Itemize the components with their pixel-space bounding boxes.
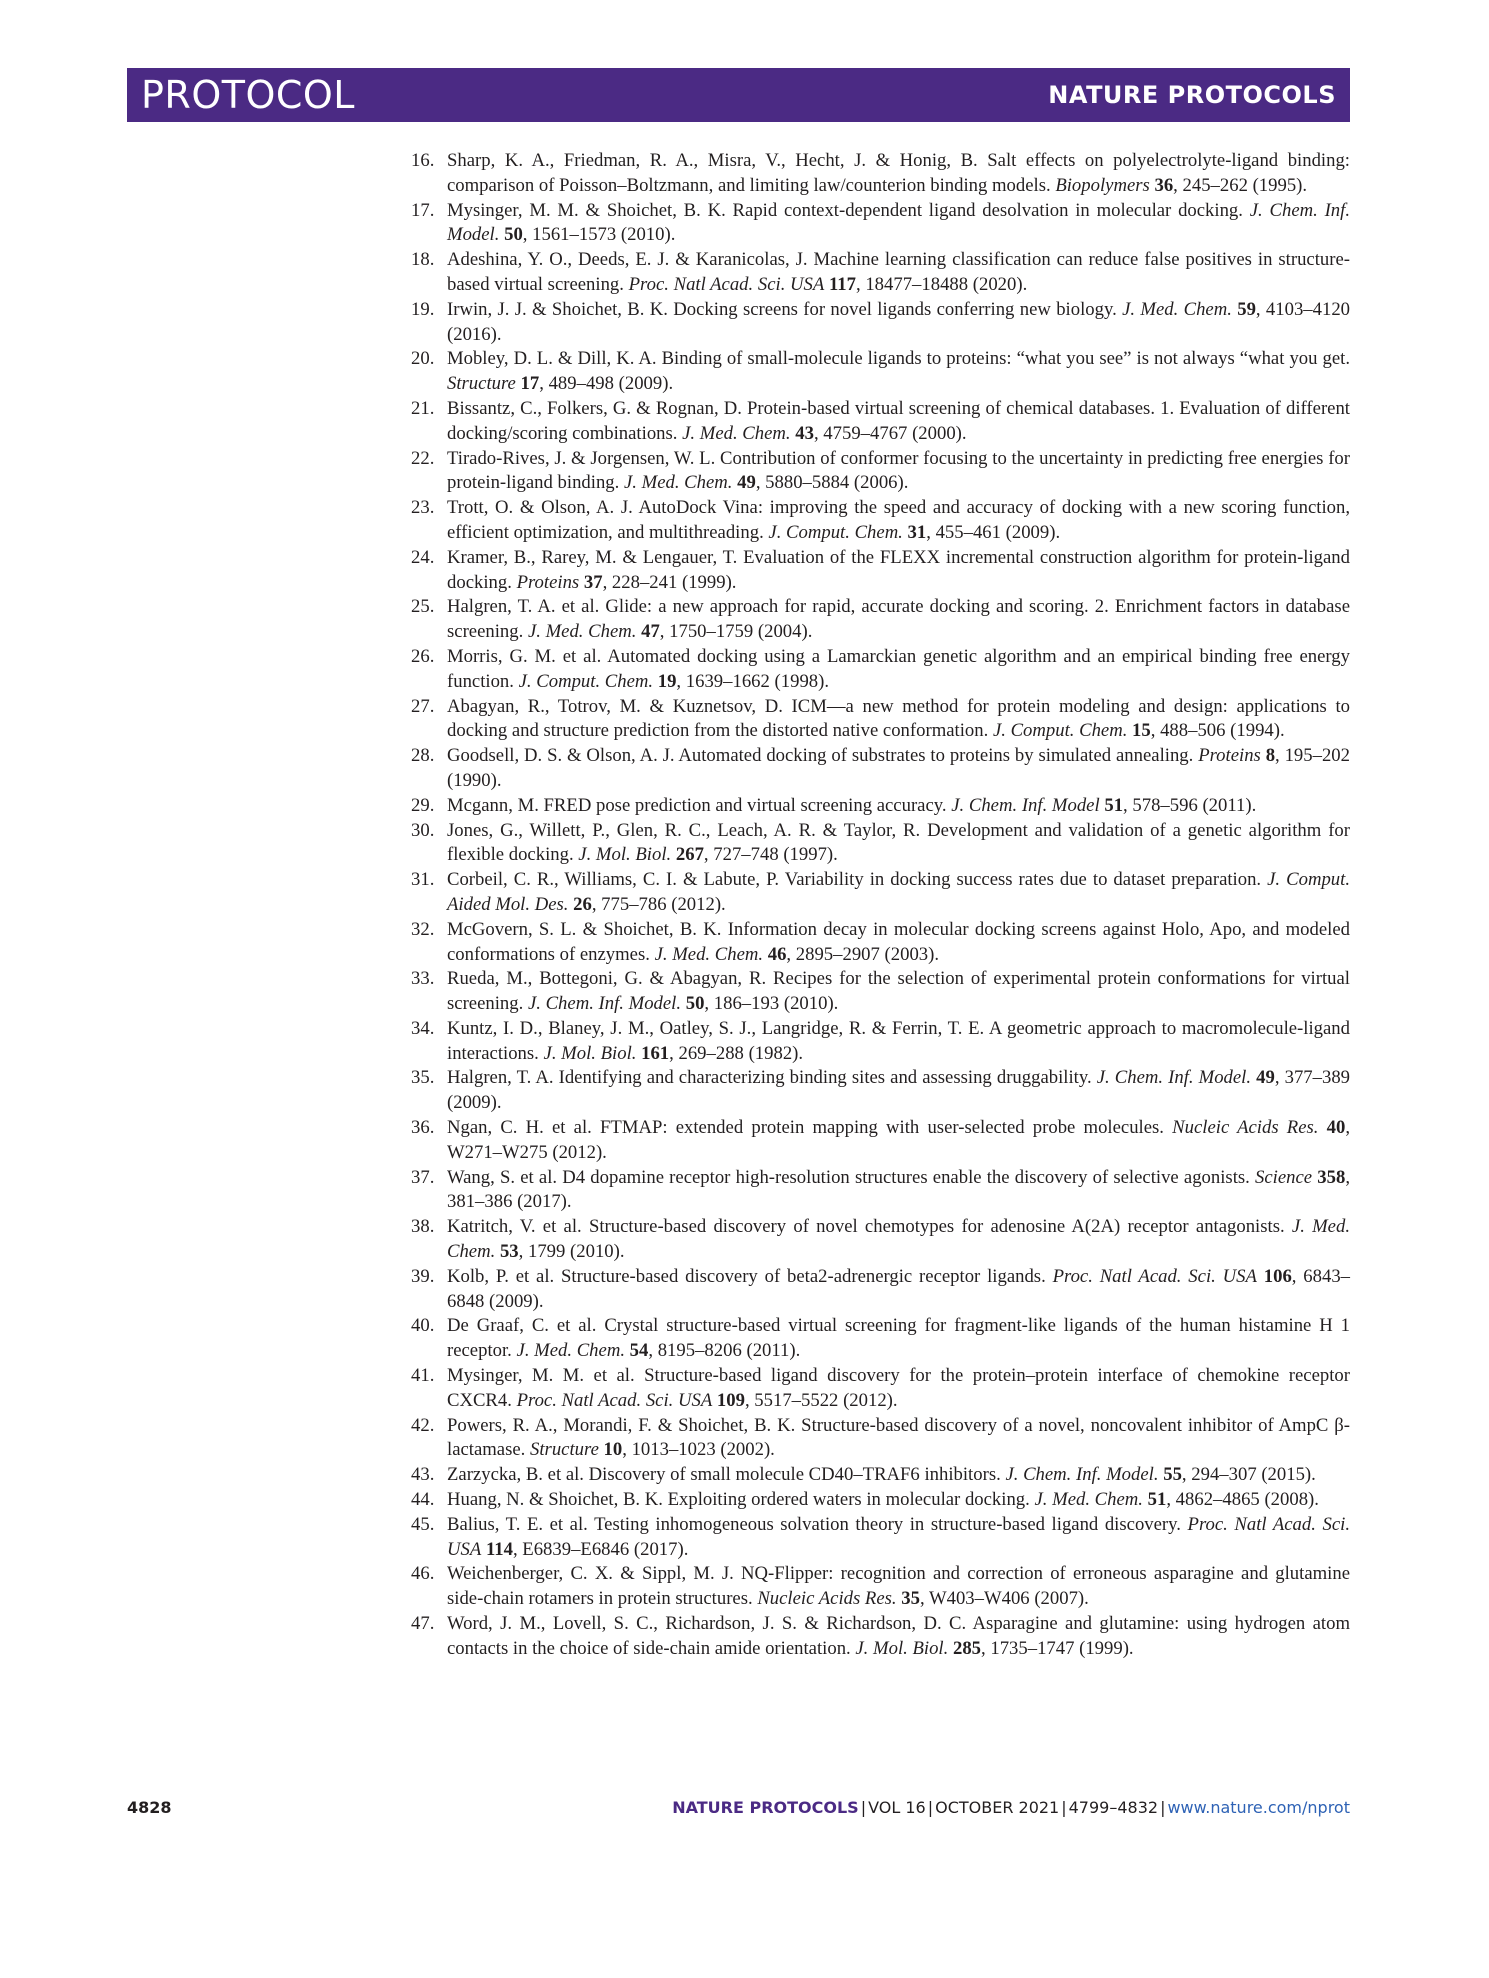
reference-item <box>411 199 1350 249</box>
reference-number: 41. <box>411 1365 435 1387</box>
reference-item <box>411 1488 1350 1513</box>
reference-segment: Powers, R. A., Morandi, F. & Shoichet, B. K. Structure-based discovery of a novel, noncovalent inhibitor of AmpC β-lactamase. <box>447 1414 1350 1461</box>
reference-item <box>411 248 1350 298</box>
reference-text <box>447 919 1350 965</box>
reference-item <box>411 595 1350 645</box>
reference-number: 27. <box>411 695 435 717</box>
reference-number: 38. <box>411 1216 435 1238</box>
reference-number: 18. <box>411 249 435 271</box>
reference-journal: J. Med. Chem. <box>1122 298 1232 320</box>
reference-journal: Proc. Natl Acad. Sci. USA <box>447 1513 1350 1560</box>
reference-journal: Proc. Natl Acad. Sci. USA <box>628 273 825 295</box>
reference-item <box>411 1265 1350 1315</box>
reference-number: 29. <box>411 794 435 816</box>
reference-text <box>447 1315 1350 1361</box>
reference-journal: J. Comput. Chem. <box>992 720 1128 742</box>
reference-segment: Mcgann, M. FRED pose prediction and virtual screening accuracy. <box>447 794 952 816</box>
reference-journal: J. Chem. Inf. Model. <box>447 199 1350 246</box>
reference-journal: J. Mol. Biol. <box>855 1637 949 1659</box>
reference-number: 47. <box>411 1613 435 1635</box>
reference-segment: , 245–262 (1995). <box>1173 174 1308 196</box>
reference-text <box>447 646 1350 692</box>
reference-text <box>447 795 1256 816</box>
reference-number: 31. <box>411 869 435 891</box>
reference-item <box>411 794 1350 819</box>
reference-number: 42. <box>411 1414 435 1436</box>
header-bar <box>127 68 1350 122</box>
reference-segment: , 4103–4120 (2016). <box>447 298 1351 345</box>
reference-journal: J. Comput. Chem. <box>768 521 903 543</box>
reference-journal: J. Chem. Inf. Model. <box>527 993 682 1015</box>
reference-segment: Huang, N. & Shoichet, B. K. Exploiting ordered waters in molecular docking. <box>447 1489 1035 1511</box>
reference-item <box>411 1166 1350 1216</box>
reference-item <box>411 1066 1350 1116</box>
reference-volume: 26 <box>573 893 592 915</box>
reference-number: 21. <box>411 397 435 419</box>
reference-segment: , E6839–E6846 (2017). <box>512 1538 689 1560</box>
reference-segment: , 228–241 (1999). <box>602 571 737 593</box>
footer-volume: VOL 16 <box>868 1798 926 1817</box>
reference-segment: Trott, O. & Olson, A. J. AutoDock Vina: improving the speed and accuracy of docking with a new scoring function, efficient optimization, and multithreading. <box>447 497 1350 543</box>
reference-journal: J. Med. Chem. <box>516 1340 625 1362</box>
reference-item <box>411 1017 1350 1067</box>
reference-segment: , 186–193 (2010). <box>704 993 839 1015</box>
reference-segment: , 4759–4767 (2000). <box>813 422 967 444</box>
reference-text <box>447 200 1350 246</box>
reference-journal: Proc. Natl Acad. Sci. USA <box>516 1389 713 1411</box>
reference-text <box>447 696 1350 742</box>
footer-url-link[interactable]: www.nature.com/nprot <box>1167 1798 1350 1817</box>
reference-segment: Kuntz, I. D., Blaney, J. M., Oatley, S. J., Langridge, R. & Ferrin, T. E. A geometric approach to macromolecule-ligand interactions. <box>447 1017 1350 1064</box>
reference-text <box>447 1018 1350 1064</box>
reference-segment: Adeshina, Y. O., Deeds, E. J. & Karanicolas, J. Machine learning classification can reduce false positives in structure-based virtual screening. <box>447 249 1350 295</box>
reference-text <box>447 249 1350 295</box>
reference-item <box>411 1414 1350 1464</box>
reference-segment: Balius, T. E. et al. Testing inhomogeneous solvation theory in structure-based ligand discovery. <box>447 1513 1188 1535</box>
reference-text <box>447 596 1350 642</box>
reference-number: 22. <box>411 447 435 469</box>
reference-item <box>411 546 1350 596</box>
reference-text <box>447 1489 1319 1510</box>
reference-text <box>447 745 1350 791</box>
reference-number: 20. <box>411 348 435 370</box>
reference-segment: Tirado-Rives, J. & Jorgensen, W. L. Contribution of conformer focusing to the uncertainty in predicting free energies for protein-ligand binding. <box>447 447 1350 494</box>
reference-text <box>447 150 1350 196</box>
journal-name: NATURE PROTOCOLS <box>1048 81 1336 109</box>
reference-journal: J. Comput. Aided Mol. Des. <box>447 869 1350 915</box>
reference-segment: Sharp, K. A., Friedman, R. A., Misra, V., Hecht, J. & Honig, B. Salt effects on polyelectrolyte-ligand binding: comparison of Poisson–Boltzmann, and limiting law/counterion binding models. <box>447 150 1350 196</box>
reference-text <box>447 1216 1350 1262</box>
reference-text <box>447 1117 1350 1163</box>
reference-item <box>411 645 1350 695</box>
reference-volume: 49 <box>1256 1067 1275 1089</box>
reference-number: 30. <box>411 819 435 841</box>
reference-journal: Biopolymers <box>1055 174 1150 196</box>
section-label: PROTOCOL <box>141 73 355 117</box>
reference-volume: 114 <box>485 1538 513 1560</box>
reference-segment: , 455–461 (2009). <box>926 521 1061 543</box>
reference-volume: 59 <box>1237 298 1256 320</box>
reference-journal: J. Mol. Biol. <box>578 844 672 866</box>
reference-item <box>411 1215 1350 1265</box>
reference-volume: 55 <box>1163 1464 1182 1486</box>
reference-volume: 36 <box>1154 174 1174 196</box>
reference-item <box>411 298 1350 348</box>
reference-volume: 54 <box>629 1340 649 1362</box>
reference-segment: McGovern, S. L. & Shoichet, B. K. Information decay in molecular docking screens against Holo, Apo, and modeled conformations of enzymes. <box>447 918 1350 965</box>
reference-journal: J. Comput. Chem. <box>518 670 654 692</box>
reference-volume: 17 <box>520 373 540 395</box>
reference-segment <box>1257 1266 1264 1287</box>
reference-volume: 31 <box>907 521 927 543</box>
reference-journal: J. Mol. Biol. <box>543 1042 637 1064</box>
reference-item <box>411 1314 1350 1364</box>
reference-segment: , 269–288 (1982). <box>669 1042 804 1064</box>
reference-journal: J. Med. Chem. <box>654 943 764 965</box>
reference-volume: 19 <box>657 670 677 692</box>
reference-item <box>411 1364 1350 1414</box>
reference-volume: 46 <box>767 943 787 965</box>
reference-segment: Halgren, T. A. Identifying and characterizing binding sites and assessing druggability. <box>447 1067 1097 1089</box>
reference-segment: , 6843–6848 (2009). <box>447 1265 1351 1312</box>
reference-item <box>411 149 1350 199</box>
footer-citation <box>672 1798 1350 1817</box>
reference-volume: 50 <box>685 993 705 1015</box>
reference-volume: 47 <box>641 621 660 643</box>
reference-text <box>447 1563 1350 1609</box>
reference-segment: , 381–386 (2017). <box>447 1166 1350 1213</box>
reference-volume: 37 <box>583 571 603 593</box>
reference-segment: Bissantz, C., Folkers, G. & Rognan, D. Protein-based virtual screening of chemical databases. 1. Evaluation of different docking/scoring combinations. <box>447 397 1350 444</box>
reference-journal: Nucleic Acids Res. <box>1172 1117 1319 1139</box>
reference-volume: 43 <box>795 422 814 444</box>
reference-item <box>411 967 1350 1017</box>
reference-segment: Abagyan, R., Totrov, M. & Kuznetsov, D. ICM—a new method for protein modeling and design: applications to docking and structure prediction from the distorted native conformation. <box>447 695 1350 742</box>
reference-text <box>447 299 1350 345</box>
reference-segment: , 18477–18488 (2020). <box>855 273 1028 295</box>
reference-journal: J. Med. Chem. <box>623 472 733 494</box>
reference-segment: Halgren, T. A. et al. Glide: a new approach for rapid, accurate docking and scoring. 2. Enrichment factors in database screening. <box>447 596 1350 643</box>
reference-segment: , 2895–2907 (2003). <box>786 943 940 965</box>
reference-journal: J. Chem. Inf. Model. <box>1005 1464 1159 1486</box>
reference-segment: Ngan, C. H. et al. FTMAP: extended protein mapping with user-selected probe molecules. <box>447 1117 1173 1139</box>
reference-volume: 51 <box>1147 1489 1167 1511</box>
reference-volume: 117 <box>828 273 856 295</box>
reference-segment: Word, J. M., Lovell, S. C., Richardson, J. S. & Richardson, D. C. Asparagine and glutamine: using hydrogen atom contacts in the choice of side-chain amide orientation. <box>447 1613 1350 1659</box>
footer-pages: 4799–4832 <box>1068 1798 1159 1817</box>
page-number: 4828 <box>127 1798 172 1817</box>
reference-number: 35. <box>411 1067 435 1089</box>
reference-volume: 50 <box>504 224 523 246</box>
reference-volume: 40 <box>1326 1117 1346 1139</box>
reference-item <box>411 695 1350 745</box>
reference-segment: Morris, G. M. et al. Automated docking using a Lamarckian genetic algorithm and an empirical binding free energy function. <box>447 645 1350 692</box>
reference-volume: 53 <box>499 1241 519 1263</box>
footer-date: OCTOBER 2021 <box>935 1798 1060 1817</box>
reference-journal: Proteins <box>1198 745 1261 767</box>
reference-number: 36. <box>411 1117 435 1139</box>
reference-number: 23. <box>411 497 435 519</box>
reference-segment: Jones, G., Willett, P., Glen, R. C., Leach, A. R. & Taylor, R. Development and validation of a genetic algorithm for flexible docking. <box>447 819 1350 866</box>
reference-segment: Zarzycka, B. et al. Discovery of small molecule CD40–TRAF6 inhibitors. <box>447 1464 1006 1486</box>
reference-segment: Goodsell, D. S. & Olson, A. J. Automated docking of substrates to proteins by simulated annealing. <box>447 745 1199 767</box>
reference-segment: , 5517–5522 (2012). <box>744 1389 898 1411</box>
reference-segment: Corbeil, C. R., Williams, C. I. & Labute, P. Variability in docking success rates due to dataset preparation. <box>447 869 1268 891</box>
reference-volume: 285 <box>952 1637 981 1659</box>
separator: | <box>1061 1798 1067 1817</box>
reference-segment: Kramer, B., Rarey, M. & Lengauer, T. Evaluation of the FLEXX incremental construction algorithm for protein-ligand docking. <box>447 546 1350 593</box>
reference-number: 45. <box>411 1513 435 1535</box>
reference-item <box>411 447 1350 497</box>
reference-journal: J. Chem. Inf. Model. <box>1096 1067 1252 1089</box>
reference-item <box>411 1463 1350 1488</box>
reference-segment: , 727–748 (1997). <box>703 844 838 866</box>
reference-number: 39. <box>411 1265 435 1287</box>
reference-text <box>447 1613 1350 1659</box>
separator: | <box>927 1798 934 1817</box>
reference-segment: , 578–596 (2011). <box>1123 794 1257 816</box>
reference-item <box>411 397 1350 447</box>
reference-text <box>447 497 1350 543</box>
reference-text <box>447 1266 1350 1312</box>
reference-segment: Rueda, M., Bottegoni, G. & Abagyan, R. Recipes for the selection of experimental protein conformations for virtual screening. <box>447 968 1350 1015</box>
reference-segment: Weichenberger, C. X. & Sippl, M. J. NQ-Flipper: recognition and correction of erroneous asparagine and glutamine side-chain rotamers in protein structures. <box>447 1563 1350 1610</box>
reference-text <box>447 1067 1350 1113</box>
reference-segment: De Graaf, C. et al. Crystal structure-based virtual screening for fragment-like ligands of the human histamine H 1 receptor. <box>447 1315 1350 1362</box>
reference-volume: 8 <box>1265 745 1276 767</box>
reference-item <box>411 1513 1350 1563</box>
reference-volume: 10 <box>603 1439 623 1461</box>
reference-number: 33. <box>411 968 435 990</box>
reference-segment <box>1318 1117 1326 1138</box>
reference-number: 43. <box>411 1464 435 1486</box>
reference-journal: Proteins <box>516 571 580 593</box>
reference-segment: Katritch, V. et al. Structure-based discovery of novel chemotypes for adenosine A(2A) receptor antagonists. <box>447 1216 1292 1238</box>
reference-list <box>411 149 1350 1662</box>
reference-segment: , 489–498 (2009). <box>539 373 674 395</box>
reference-number: 46. <box>411 1563 435 1585</box>
reference-segment: , 195–202 (1990). <box>447 745 1350 791</box>
reference-segment: , 294–307 (2015). <box>1181 1464 1316 1486</box>
reference-volume: 15 <box>1132 720 1151 742</box>
reference-item <box>411 347 1350 397</box>
reference-number: 16. <box>411 150 435 171</box>
reference-segment: , 775–786 (2012). <box>591 893 726 915</box>
reference-journal: Structure <box>447 373 516 395</box>
reference-segment: , 488–506 (1994). <box>1150 720 1285 742</box>
reference-volume: 106 <box>1263 1265 1292 1287</box>
reference-segment: , 1013–1023 (2002). <box>622 1439 775 1461</box>
reference-number: 37. <box>411 1166 435 1188</box>
reference-segment: Mysinger, M. M. et al. Structure-based ligand discovery for the protein–protein interface of chemokine receptor CXCR4. <box>447 1365 1350 1411</box>
reference-text <box>447 348 1350 394</box>
reference-number: 32. <box>411 918 435 940</box>
reference-item <box>411 1612 1350 1662</box>
footer-journal: NATURE PROTOCOLS <box>672 1798 859 1817</box>
reference-segment: Mobley, D. L. & Dill, K. A. Binding of small-molecule ligands to proteins: “what you see” is not always “what you get. <box>447 348 1350 370</box>
reference-number: 24. <box>411 546 435 568</box>
reference-volume: 35 <box>901 1588 920 1610</box>
reference-text <box>447 1514 1350 1560</box>
reference-segment: , W403–W406 (2007). <box>919 1588 1089 1610</box>
reference-item <box>411 819 1350 869</box>
reference-segment: , 1799 (2010). <box>518 1241 625 1263</box>
reference-text <box>447 547 1350 593</box>
reference-segment: , 1750–1759 (2004). <box>659 621 813 643</box>
reference-text <box>447 968 1350 1014</box>
reference-number: 34. <box>411 1017 435 1039</box>
reference-segment: Kolb, P. et al. Structure-based discovery of beta2-adrenergic receptor ligands. <box>447 1265 1053 1287</box>
reference-item <box>411 744 1350 794</box>
reference-item <box>411 1562 1350 1612</box>
reference-text <box>447 1415 1350 1461</box>
reference-journal: J. Med. Chem. <box>1034 1489 1143 1511</box>
reference-journal: Proc. Natl Acad. Sci. USA <box>1052 1265 1257 1287</box>
reference-volume: 161 <box>641 1042 670 1064</box>
reference-segment: Irwin, J. J. & Shoichet, B. K. Docking screens for novel ligands conferring new biology. <box>447 298 1123 320</box>
reference-text <box>447 820 1350 866</box>
reference-number: 25. <box>411 596 435 618</box>
reference-segment: Wang, S. et al. D4 dopamine receptor high-resolution structures enable the discovery of selective agonists. <box>447 1166 1256 1188</box>
reference-segment: , 1735–1747 (1999). <box>981 1637 1134 1659</box>
reference-text <box>447 1167 1350 1213</box>
reference-segment: , 5880–5884 (2006). <box>755 472 909 494</box>
reference-item <box>411 868 1350 918</box>
reference-segment: , 1639–1662 (1998). <box>676 670 830 692</box>
reference-journal: J. Med. Chem. <box>682 422 791 444</box>
reference-text <box>447 448 1350 494</box>
reference-number: 17. <box>411 199 435 221</box>
reference-number: 28. <box>411 745 435 767</box>
reference-journal: J. Chem. Inf. Model <box>951 794 1100 816</box>
reference-journal: Structure <box>530 1439 599 1461</box>
reference-segment: Mysinger, M. M. & Shoichet, B. K. Rapid context-dependent ligand desolvation in molecular docking. <box>447 199 1250 221</box>
reference-text <box>447 869 1350 915</box>
reference-text <box>447 1464 1316 1485</box>
reference-segment: , 1561–1573 (2010). <box>522 224 676 246</box>
reference-item <box>411 496 1350 546</box>
reference-segment: , 8195–8206 (2011). <box>648 1340 801 1362</box>
reference-volume: 49 <box>737 472 756 494</box>
reference-item <box>411 918 1350 968</box>
reference-volume: 109 <box>716 1389 745 1411</box>
reference-item <box>411 1116 1350 1166</box>
reference-text <box>447 398 1350 444</box>
reference-journal: Science <box>1255 1166 1313 1188</box>
reference-journal: Nucleic Acids Res. <box>757 1588 897 1610</box>
reference-number: 44. <box>411 1489 435 1511</box>
reference-journal: J. Med. Chem. <box>447 1216 1350 1263</box>
reference-number: 19. <box>411 298 435 320</box>
reference-journal: J. Med. Chem. <box>527 621 637 643</box>
reference-volume: 267 <box>675 844 704 866</box>
reference-segment: , W271–W275 (2012). <box>447 1117 1350 1163</box>
reference-text <box>447 1365 1350 1411</box>
reference-number: 40. <box>411 1315 435 1337</box>
reference-segment: , 4862–4865 (2008). <box>1166 1489 1319 1511</box>
reference-number: 26. <box>411 645 435 667</box>
reference-volume: 358 <box>1317 1166 1346 1188</box>
separator: | <box>860 1798 867 1817</box>
reference-segment: , 377–389 (2009). <box>447 1067 1351 1114</box>
separator: | <box>1160 1798 1166 1817</box>
reference-volume: 51 <box>1104 794 1124 816</box>
